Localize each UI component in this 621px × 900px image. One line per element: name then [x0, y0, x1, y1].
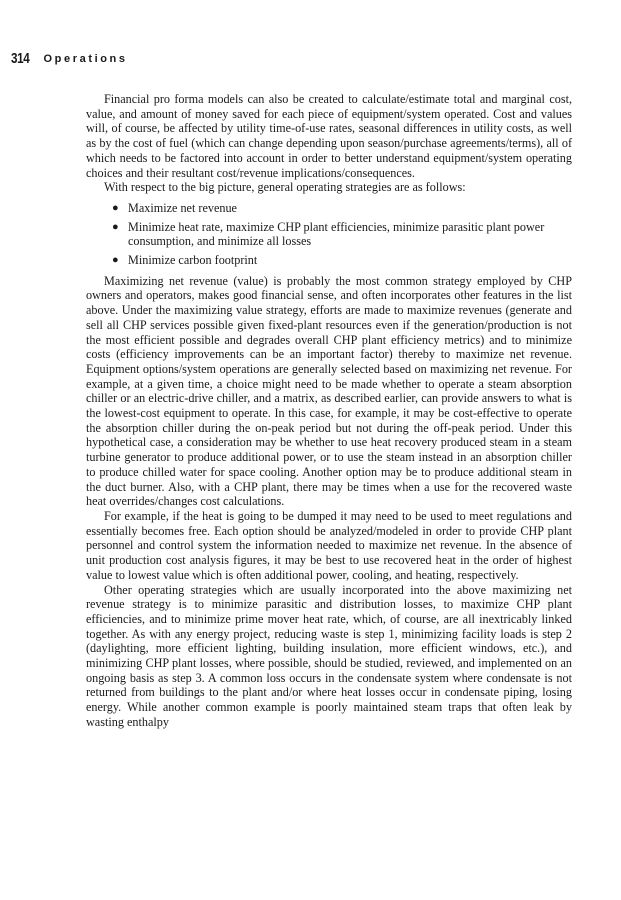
list-item: [108, 253, 572, 268]
paragraph: Maximizing net revenue (value) is probably the most common strategy employed by CHP owners and operators, makes good financial sense, and often incorporates other features in the list above. Under the maximizing value strategy, efforts are made to maximize revenues (generate and sell all CHP services possible given fixed-plant resources even if the generation/production is not the most efficient possible and degrades overall CHP plant efficiency metrics) and to minimize costs (efficiency improvements can be an important factor) thereby to maximize net revenue. Equipment options/system operations are generally selected based on maximizing net revenue. For example, at a given time, a choice might need to be made whether to operate a steam absorption chiller or an electric-drive chiller, and a matrix, as described earlier, can provide answers to what is the lowest-cost equipment to operate. In this case, for example, it may be cost-effective to operate the absorption chiller during the on-peak period but not during the off-peak period. Under this hypothetical case, a consideration may be whether to use heat recovery produced steam in a steam turbine generator to produce additional power, or to use the steam instead in an absorption chiller to produce chilled water for space cooling. Another option may be to produce additional steam in the duct burner. Also, with a CHP plant, there may be times when a use for the recovered waste heat overrides/changes cost calculations.: [86, 273, 572, 509]
list-item: [108, 201, 572, 216]
bullet-list: [86, 201, 572, 268]
bullet-icon: ●: [112, 220, 119, 233]
page-number: 314: [11, 50, 30, 67]
paragraph: Financial pro forma models can also be created to calculate/estimate total and marginal cost, value, and amount of money saved for each piece of equipment/system operated. Cost and values will, of course, be affected by utility time-of-use rates, seasonal differences in utility costs, as well as by the cost of fuel (which can change depending upon season/purchase agreements/terms), all of which needs to be factored into account in order to better understand equipment/system operating choices and their resultant cost/revenue implications/consequences.: [86, 92, 572, 180]
list-item-text: Minimize heat rate, maximize CHP plant efficiencies, minimize parasitic plant power consumption, and minimize all losses: [128, 219, 545, 249]
paragraph: With respect to the big picture, general operating strategies are as follows:: [104, 180, 466, 195]
paragraph: Other operating strategies which are usually incorporated into the above maximizing net revenue strategy is to minimize parasitic and distribution losses, to maximize CHP plant efficiencies, and to minimize prime mover heat rate, which, of course, are all inextricably linked together. As with any energy project, reducing waste is step 1, minimizing facility loads is step 2 (daylighting, more efficient lighting, building insulation, more efficient windows, etc.), and minimizing CHP plant losses, where possible, should be studied, reviewed, and implemented on an ongoing basis as step 3. A common loss occurs in the condensate system where condensate is not returned from buildings to the plant and/or where heat losses occur in condensate piping, losing energy. While another common example is poorly maintained steam traps that often leak by wasting enthalpy: [86, 582, 572, 729]
paragraph: For example, if the heat is going to be dumped it may need to be used to meet regulations and essentially becomes free. Each option should be analyzed/modeled in order to provide CHP plant personnel and control system the information needed to maximize net revenue. In the absence of unit production cost analysis figures, it may be best to use recovered heat in the order of highest value to lowest value which is often additional power, cooling, and heating, respectively.: [86, 508, 572, 582]
bullet-icon: ●: [112, 201, 119, 214]
list-item-text: Maximize net revenue: [128, 200, 237, 215]
body-text: [86, 92, 572, 730]
running-head: Operations: [43, 53, 128, 65]
list-item-text: Minimize carbon footprint: [128, 253, 258, 268]
bullet-icon: ●: [112, 254, 119, 267]
page-header: [11, 50, 128, 67]
list-item: [108, 220, 572, 249]
